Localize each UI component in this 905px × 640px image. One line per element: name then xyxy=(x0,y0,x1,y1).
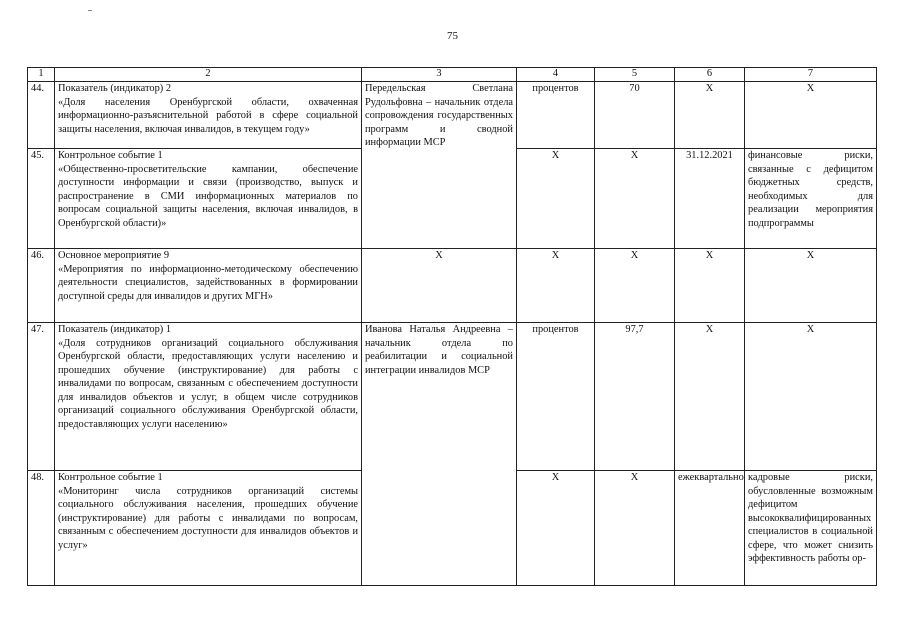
unit-cell: Х xyxy=(517,149,595,249)
row-title: Показатель (индикатор) 1 xyxy=(58,324,172,335)
row-title: Показатель (индикатор) 2 xyxy=(58,83,172,94)
risks-cell: Х xyxy=(745,249,877,323)
unit-cell: Х xyxy=(517,471,595,586)
header-cell: 2 xyxy=(55,68,362,82)
unit-cell: процентов xyxy=(517,82,595,149)
header-cell: 7 xyxy=(745,68,877,82)
row-number: 46. xyxy=(28,249,55,323)
responsible-cell: Х xyxy=(362,249,517,323)
row-text: «Доля населения Оренбургской области, охваченная информационно-разъяснительной работой в сфере социальной защиты населения, включая инвалидов, в текущем году» xyxy=(58,96,358,135)
row-number: 48. xyxy=(28,471,55,586)
value-cell: 97,7 xyxy=(595,323,675,471)
row-text: «Мониторинг числа сотрудников организаций системы социального обслуживания населения, прошедших обучение (инструктирование) для работы с инвалидами по вопросам, связанным с обеспечением доступности для инвалидов объектов и услуг» xyxy=(58,485,358,551)
risks-cell: Х xyxy=(745,323,877,471)
row-description xyxy=(55,82,362,149)
value-cell: 70 xyxy=(595,82,675,149)
header-cell: 3 xyxy=(362,68,517,82)
row-number: 47. xyxy=(28,323,55,471)
table-row xyxy=(28,82,877,149)
scan-artifact xyxy=(88,10,92,11)
row-title: Контрольное событие 1 xyxy=(58,472,163,483)
row-description xyxy=(55,149,362,249)
row-title: Контрольное событие 1 xyxy=(58,150,163,161)
deadline-cell: Х xyxy=(675,82,745,149)
deadline-cell: ежеквартально xyxy=(675,471,745,586)
row-text: «Мероприятия по информационно-методическому обеспечению деятельности специалистов, задействованных в формировании доступной среды для инвалидов и других МГН» xyxy=(58,263,358,302)
table-row xyxy=(28,249,877,323)
value-cell: Х xyxy=(595,249,675,323)
row-text: «Общественно-просветительские кампании, обеспечение доступности информации и связи (производство, выпуск и распространение в СМИ информационных материалов по вопросам социальной защиты населения, включая инвалидов, в Оренбургской области)» xyxy=(58,163,358,229)
value-cell: Х xyxy=(595,149,675,249)
header-cell: 5 xyxy=(595,68,675,82)
table-row xyxy=(28,323,877,471)
deadline-cell: Х xyxy=(675,249,745,323)
header-cell: 4 xyxy=(517,68,595,82)
table-header-row xyxy=(28,68,877,82)
risks-cell: финансовые риски, связанные с дефицитом бюджетных средств, необходимых для реализации мероприятия подпрограммы xyxy=(745,149,877,249)
row-text: «Доля сотрудников организаций социального обслуживания Оренбургской области, предоставляющих услуги населению и прошедших обучение (инструктирование) для работы с инвалидами по вопросам, связанным с обеспечением доступности для инвалидов объектов и услуг, в общем числе сотрудников организаций социального обслуживания Оренбургской области, предоставляющих услуги населению» xyxy=(58,337,358,430)
program-table xyxy=(27,67,877,586)
row-description xyxy=(55,471,362,586)
header-cell: 6 xyxy=(675,68,745,82)
header-cell: 1 xyxy=(28,68,55,82)
row-description xyxy=(55,323,362,471)
deadline-cell: 31.12.2021 xyxy=(675,149,745,249)
row-number: 44. xyxy=(28,82,55,149)
responsible-cell: Передельская Светлана Рудольфовна – начальник отдела сопровождения государственных программ и сводной информации МСР xyxy=(362,82,517,249)
unit-cell: Х xyxy=(517,249,595,323)
risks-cell: Х xyxy=(745,82,877,149)
responsible-cell: Иванова Наталья Андреевна – начальник отдела по реабилитации и социальной интеграции инвалидов МСР xyxy=(362,323,517,586)
row-description xyxy=(55,249,362,323)
page-number: 75 xyxy=(447,30,458,42)
deadline-cell: Х xyxy=(675,323,745,471)
row-title: Основное мероприятие 9 xyxy=(58,250,170,261)
unit-cell: процентов xyxy=(517,323,595,471)
row-number: 45. xyxy=(28,149,55,249)
value-cell: Х xyxy=(595,471,675,586)
risks-cell: кадровые риски, обусловленные возможным дефицитом высококвалифицированных специалистов в социальной сфере, что может снизить эффективность работы ор- xyxy=(745,471,877,586)
